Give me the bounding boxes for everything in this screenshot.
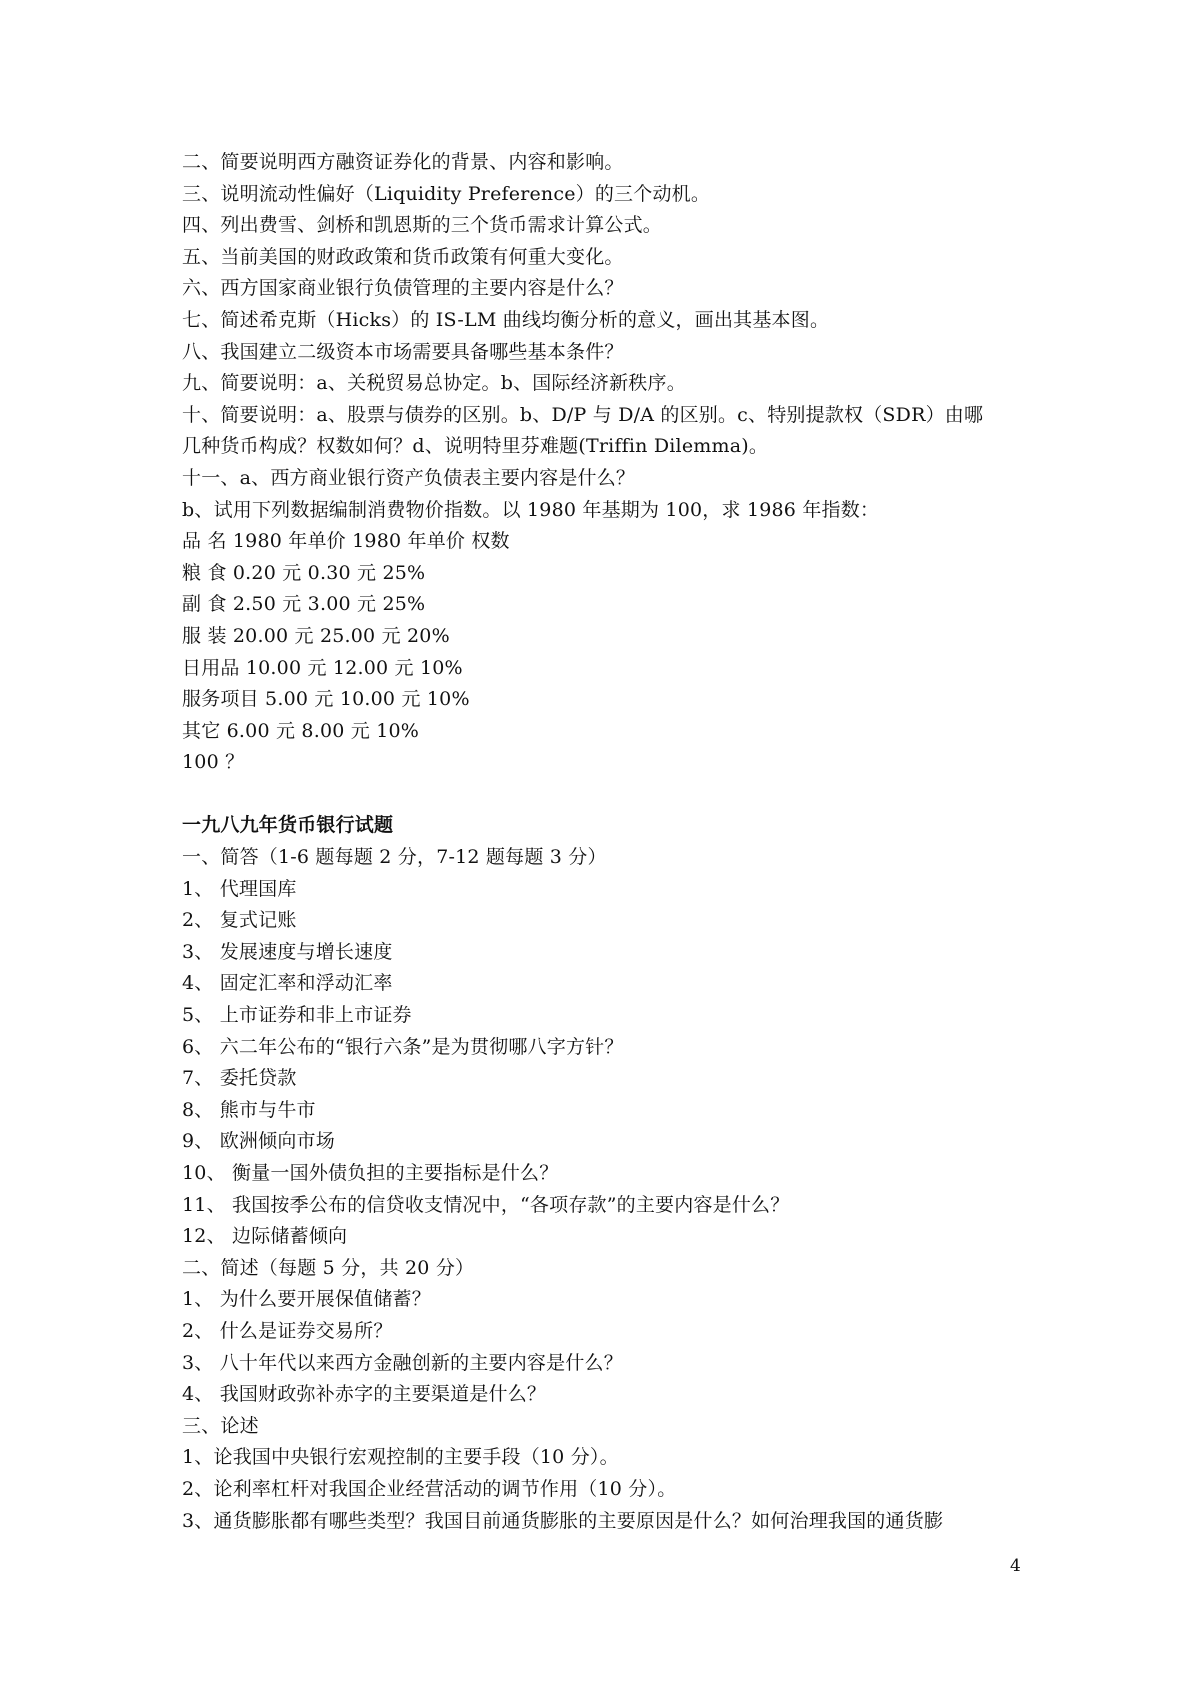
section-heading: 三、论述 — [182, 1414, 259, 1437]
question-line: 2、论利率杠杆对我国企业经营活动的调节作用（10 分）。 — [182, 1477, 677, 1500]
question-line: 8、 熊市与牛市 — [182, 1098, 316, 1121]
question-line: 五、当前美国的财政政策和货币政策有何重大变化。 — [182, 245, 624, 268]
question-line: 二、简要说明西方融资证券化的背景、内容和影响。 — [182, 151, 624, 173]
page-number: 4 — [1010, 1556, 1021, 1576]
price-table-total: 100 ？ — [182, 751, 245, 774]
price-table-row: 其它 6.00 元 8.00 元 10% — [182, 719, 420, 742]
question-line: 2、 复式记账 — [182, 909, 297, 932]
question-line: 十、简要说明：a、股票与债券的区别。b、D/P 与 D/A 的区别。c、特别提款权（SDR）由哪 — [182, 403, 984, 426]
question-line: 9、 欧洲倾向市场 — [182, 1130, 335, 1153]
question-line: 4、 我国财政弥补赤字的主要渠道是什么？ — [182, 1383, 547, 1406]
price-table-header: 品 名 1980 年单价 1980 年单价 权数 — [182, 530, 510, 553]
price-table-row: 粮 食 0.20 元 0.30 元 25% — [182, 561, 426, 584]
question-line: 四、列出费雪、剑桥和凯恩斯的三个货币需求计算公式。 — [182, 214, 663, 237]
question-line: 六、西方国家商业银行负债管理的主要内容是什么？ — [182, 277, 624, 300]
question-line: 三、说明流动性偏好（Liquidity Preference）的三个动机。 — [182, 182, 711, 205]
section-heading: 二、简述（每题 5 分，共 20 分） — [182, 1256, 475, 1279]
question-line: 2、 什么是证券交易所？ — [182, 1319, 393, 1342]
question-line: 1、论我国中央银行宏观控制的主要手段（10 分）。 — [182, 1446, 619, 1469]
question-line: 八、我国建立二级资本市场需要具备哪些基本条件？ — [182, 340, 624, 363]
question-line: 6、 六二年公布的“银行六条”是为贯彻哪八字方针？ — [182, 1035, 624, 1058]
question-line: 10、 衡量一国外债负担的主要指标是什么？ — [182, 1162, 559, 1184]
price-table-row: 服 装 20.00 元 25.00 元 20% — [182, 624, 450, 647]
question-line: b、试用下列数据编制消费物价指数。以 1980 年基期为 100，求 1986 年指数： — [182, 498, 880, 521]
question-line: 3、 八十年代以来西方金融创新的主要内容是什么？ — [182, 1351, 623, 1374]
question-line: 4、 固定汇率和浮动汇率 — [182, 972, 393, 995]
question-line: 九、简要说明：a、关税贸易总协定。b、国际经济新秩序。 — [182, 372, 686, 395]
question-line: 5、 上市证券和非上市证券 — [182, 1004, 412, 1027]
question-line: 1、 代理国库 — [182, 877, 297, 900]
question-line: 3、通货膨胀都有哪些类型？我国目前通货膨胀的主要原因是什么？如何治理我国的通货膨 — [182, 1509, 944, 1532]
price-table-row: 服务项目 5.00 元 10.00 元 10% — [182, 688, 470, 711]
question-line: 几种货币构成？权数如何？d、说明特里芬难题(Triffin Dilemma)。 — [182, 435, 769, 458]
section-heading: 一、简答（1-6 题每题 2 分，7-12 题每题 3 分） — [182, 846, 607, 869]
page-content — [182, 147, 1062, 1537]
question-line: 十一、a、西方商业银行资产负债表主要内容是什么？ — [182, 466, 636, 489]
blank-line — [182, 779, 1062, 811]
question-line: 七、简述希克斯（Hicks）的 IS-LM 曲线均衡分析的意义，画出其基本图。 — [182, 308, 830, 331]
question-line: 3、 发展速度与增长速度 — [182, 940, 393, 963]
price-table-row: 日用品 10.00 元 12.00 元 10% — [182, 656, 463, 679]
question-line: 12、 边际储蓄倾向 — [182, 1225, 348, 1248]
question-line: 1、 为什么要开展保值储蓄？ — [182, 1288, 431, 1311]
question-line: 7、 委托贷款 — [182, 1067, 297, 1090]
exam-title: 一九八九年货币银行试题 — [182, 814, 394, 837]
price-table-row: 副 食 2.50 元 3.00 元 25% — [182, 593, 426, 616]
question-line: 11、 我国按季公布的信贷收支情况中，“各项存款”的主要内容是什么？ — [182, 1193, 790, 1216]
